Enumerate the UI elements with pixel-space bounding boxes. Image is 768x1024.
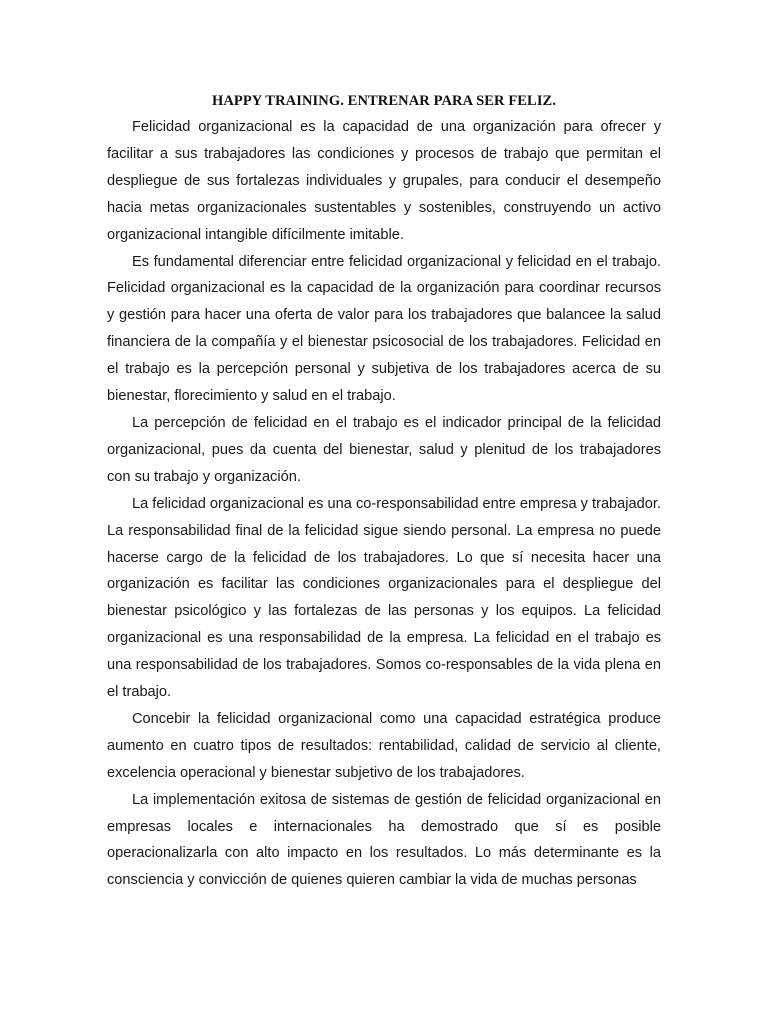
paragraph-4: La felicidad organizacional es una co-responsabilidad entre empresa y trabajador. La responsabilidad final de la felicidad sigue siendo personal. La empresa no puede hacerse cargo de la felicidad de los trabajadores. Lo que sí necesita hacer una organización es facilitar las condiciones organizacionales para el despliegue del bienestar psicológico y las fortalezas de las personas y los equipos. La felicidad organizacional es una responsabilidad de la empresa. La felicidad en el trabajo es una responsabilidad de los trabajadores. Somos co-responsables de la vida plena en el trabajo. bbox=[107, 495, 661, 701]
document-title: HAPPY TRAINING. ENTRENAR PARA SER FELIZ. bbox=[211, 93, 557, 109]
paragraph-3: La percepción de felicidad en el trabajo es el indicador principal de la felicidad organizacional, pues da cuenta del bienestar, salud y plenitud de los trabajadores con su trabajo y organización. bbox=[107, 414, 661, 485]
paragraph-1: Felicidad organizacional es la capacidad de una organización para ofrecer y facilitar a sus trabajadores las condiciones y procesos de trabajo que permitan el despliegue de sus fortalezas individuales y grupales, para conducir el desempeño hacia metas organizacionales sustentables y sostenibles, construyendo un activo organizacional intangible difícilmente imitable. bbox=[107, 119, 661, 243]
document-body bbox=[107, 88, 661, 894]
paragraph-5: Concebir la felicidad organizacional como una capacidad estratégica produce aumento en cuatro tipos de resultados: rentabilidad, calidad de servicio al cliente, excelencia operacional y bienestar subjetivo de los trabajadores. bbox=[107, 710, 661, 781]
paragraph-6: La implementación exitosa de sistemas de gestión de felicidad organizacional en empresas locales e internacionales ha demostrado que sí es posible operacionalizarla con alto impacto en los resultados. Lo más determinante es la consciencia y convicción de quienes quieren cambiar la vida de muchas personas bbox=[107, 791, 661, 889]
paragraph-2: Es fundamental diferenciar entre felicidad organizacional y felicidad en el trabajo. Felicidad organizacional es la capacidad de la organización para coordinar recursos y gestión para hacer una oferta de valor para los trabajadores que balancee la salud financiera de la compañía y el bienestar psicosocial de los trabajadores. Felicidad en el trabajo es la percepción personal y subjetiva de los trabajadores acerca de su bienestar, florecimiento y salud en el trabajo. bbox=[107, 253, 661, 405]
